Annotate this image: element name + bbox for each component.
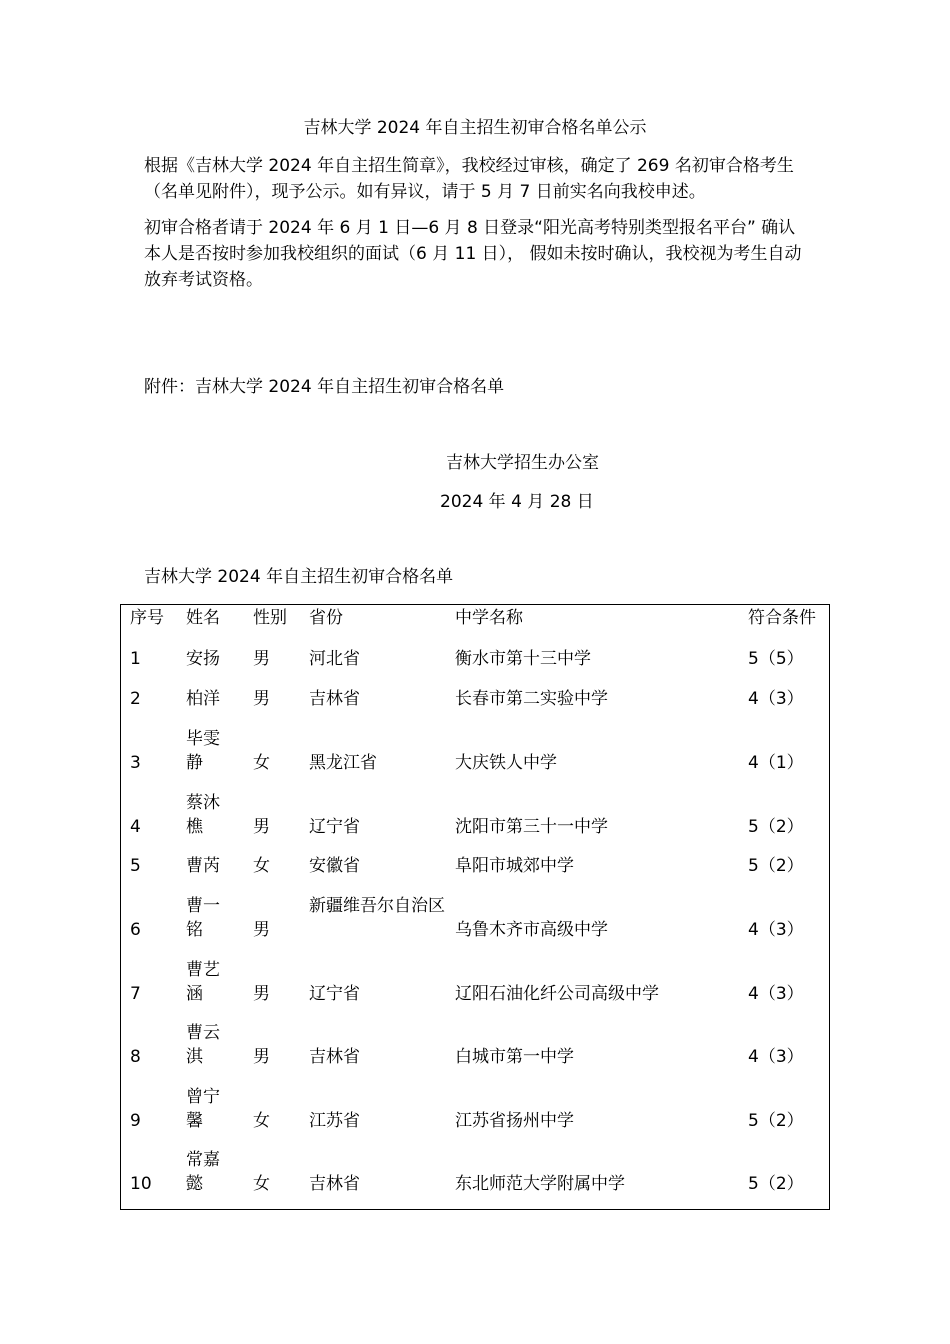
cell-name: 常嘉懿 (186, 1150, 220, 1194)
cell-province: 吉林省 (309, 1174, 360, 1194)
cell-gender: 女 (253, 1174, 270, 1194)
cell-gender: 女 (253, 856, 270, 876)
issue-date: 2024 年 4 月 28 日 (440, 492, 594, 512)
cell-name: 曹芮 (186, 856, 220, 876)
cell-name: 曹艺涵 (186, 960, 220, 1004)
cell-no: 3 (130, 753, 141, 773)
cell-condition: 4（3） (748, 1047, 804, 1067)
cell-no: 6 (130, 920, 141, 940)
cell-condition: 5（2） (748, 1174, 804, 1194)
cell-gender: 男 (253, 817, 270, 837)
cell-condition: 5（2） (748, 817, 804, 837)
header-province: 省份 (309, 608, 343, 628)
header-school: 中学名称 (455, 608, 523, 628)
header-gender: 性别 (253, 608, 287, 628)
cell-gender: 男 (253, 1047, 270, 1067)
cell-province: 辽宁省 (309, 984, 360, 1004)
cell-no: 1 (130, 649, 141, 669)
cell-name: 曹一铭 (186, 896, 220, 940)
cell-school: 长春市第二实验中学 (455, 689, 608, 709)
cell-province: 吉林省 (309, 689, 360, 709)
cell-province: 河北省 (309, 649, 360, 669)
issuer-office: 吉林大学招生办公室 (446, 453, 599, 473)
cell-no: 7 (130, 984, 141, 1004)
cell-school: 衡水市第十三中学 (455, 649, 591, 669)
cell-name: 柏洋 (186, 689, 220, 709)
cell-no: 9 (130, 1111, 141, 1131)
cell-school: 大庆铁人中学 (455, 753, 557, 773)
cell-no: 10 (130, 1174, 152, 1194)
notice-title: 吉林大学 2024 年自主招生初审合格名单公示 (303, 118, 647, 138)
cell-condition: 4（1） (748, 753, 804, 773)
cell-gender: 男 (253, 920, 270, 940)
cell-gender: 男 (253, 689, 270, 709)
cell-gender: 男 (253, 984, 270, 1004)
cell-no: 8 (130, 1047, 141, 1067)
cell-name: 安扬 (186, 649, 220, 669)
cell-school: 东北师范大学附属中学 (455, 1174, 625, 1194)
cell-gender: 女 (253, 1111, 270, 1131)
cell-condition: 5（5） (748, 649, 804, 669)
notice-paragraph-1: 根据《吉林大学 2024 年自主招生简章》，我校经过审核，确定了 269 名初审合格考生（名单见附件），现予公示。如有异议，请于 5 月 7 日前实名向我校申述。 (144, 156, 794, 202)
cell-no: 4 (130, 817, 141, 837)
cell-condition: 4（3） (748, 689, 804, 709)
cell-condition: 5（2） (748, 1111, 804, 1131)
cell-province: 江苏省 (309, 1111, 360, 1131)
cell-gender: 男 (253, 649, 270, 669)
candidate-table (120, 604, 830, 1210)
cell-school: 辽阳石油化纤公司高级中学 (455, 984, 659, 1004)
cell-school: 乌鲁木齐市高级中学 (455, 920, 608, 940)
cell-province: 安徽省 (309, 856, 360, 876)
header-name: 姓名 (186, 608, 220, 628)
cell-condition: 5（2） (748, 856, 804, 876)
cell-name: 毕雯静 (186, 729, 220, 773)
cell-name: 曾宁馨 (186, 1087, 220, 1131)
cell-province: 新疆维吾尔自治区 (309, 896, 445, 916)
cell-condition: 4（3） (748, 984, 804, 1004)
cell-condition: 4（3） (748, 920, 804, 940)
cell-name: 曹云淇 (186, 1023, 220, 1067)
list-title: 吉林大学 2024 年自主招生初审合格名单 (144, 567, 454, 587)
cell-no: 2 (130, 689, 141, 709)
cell-province: 黑龙江省 (309, 753, 377, 773)
cell-province: 吉林省 (309, 1047, 360, 1067)
attachment-line: 附件：吉林大学 2024 年自主招生初审合格名单 (144, 377, 505, 397)
cell-school: 沈阳市第三十一中学 (455, 817, 608, 837)
header-no: 序号 (130, 608, 164, 628)
cell-province: 辽宁省 (309, 817, 360, 837)
cell-name: 蔡沐樵 (186, 793, 220, 837)
cell-school: 白城市第一中学 (455, 1047, 574, 1067)
cell-no: 5 (130, 856, 141, 876)
notice-paragraph-2: 初审合格者请于 2024 年 6 月 1 日—6 月 8 日登录“阳光高考特别类型报名平台” 确认本人是否按时参加我校组织的面试（6 月 11 日）， 假如未按时确认，我校视为考生自动放弃考试资格。 (144, 218, 802, 290)
header-condition: 符合条件 (748, 608, 816, 628)
cell-school: 阜阳市城郊中学 (455, 856, 574, 876)
cell-school: 江苏省扬州中学 (455, 1111, 574, 1131)
cell-gender: 女 (253, 753, 270, 773)
